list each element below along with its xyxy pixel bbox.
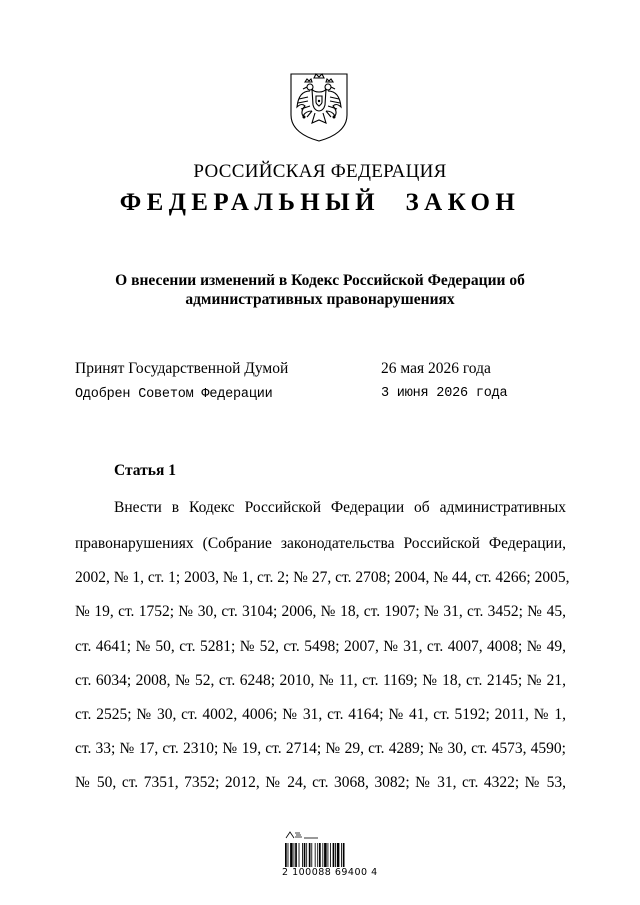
country-name: РОССИЙСКАЯ ФЕДЕРАЦИЯ	[193, 161, 447, 182]
council-approval-date: 3 июня 2026 года	[381, 386, 508, 401]
article-text-line: ст. 33; № 17, ст. 2310; № 19, ст. 2714; № 29, ст. 4289; № 30, ст. 4573, 4590;	[75, 740, 566, 757]
article-text-line: Внести в Кодекс Российской Федерации об административных	[114, 499, 566, 516]
russian-coat-of-arms-icon	[288, 71, 350, 143]
article-text-line: 2002, № 1, ст. 1; 2003, № 1, ст. 2; № 27, ст. 2708; 2004, № 44, ст. 4266; 2005,	[75, 569, 570, 586]
article-text-line: ст. 2525; № 30, ст. 4002, 4006; № 31, ст. 4164; № 41, ст. 5192; 2011, № 1,	[75, 706, 566, 723]
article-text-line: ст. 6034; 2008, № 52, ст. 6248; 2010, № 11, ст. 1169; № 18, ст. 2145; № 21,	[75, 672, 566, 689]
duma-adoption-date: 26 мая 2026 года	[381, 360, 491, 377]
article-text-line: ст. 4641; № 50, ст. 5281; № 52, ст. 5498; 2007, № 31, ст. 4007, 4008; № 49,	[75, 638, 566, 655]
article-text-line: № 50, ст. 7351, 7352; 2012, № 24, ст. 3068, 3082; № 31, ст. 4322; № 53,	[75, 774, 566, 791]
document-type: ФЕДЕРАЛЬНЫЙ ЗАКОН	[119, 189, 521, 216]
law-title-line: О внесении изменений в Кодекс Российской Федерации об	[115, 272, 525, 289]
duma-stamp-icon	[284, 829, 320, 839]
council-approval-label: Одобрен Советом Федерации	[75, 387, 273, 402]
barcode-number: 2 100088 69400 4	[282, 867, 378, 878]
duma-adoption-label: Принят Государственной Думой	[75, 360, 289, 377]
law-title-line: административных правонарушениях	[185, 291, 455, 308]
article-heading: Статья 1	[114, 462, 176, 479]
article-text-line: правонарушениях (Собрание законодательства Российской Федерации,	[75, 535, 566, 552]
barcode-icon	[285, 843, 359, 867]
article-text-line: № 19, ст. 1752; № 30, ст. 3104; 2006, № 18, ст. 1907; № 31, ст. 3452; № 45,	[75, 603, 566, 620]
law-title	[95, 271, 545, 309]
